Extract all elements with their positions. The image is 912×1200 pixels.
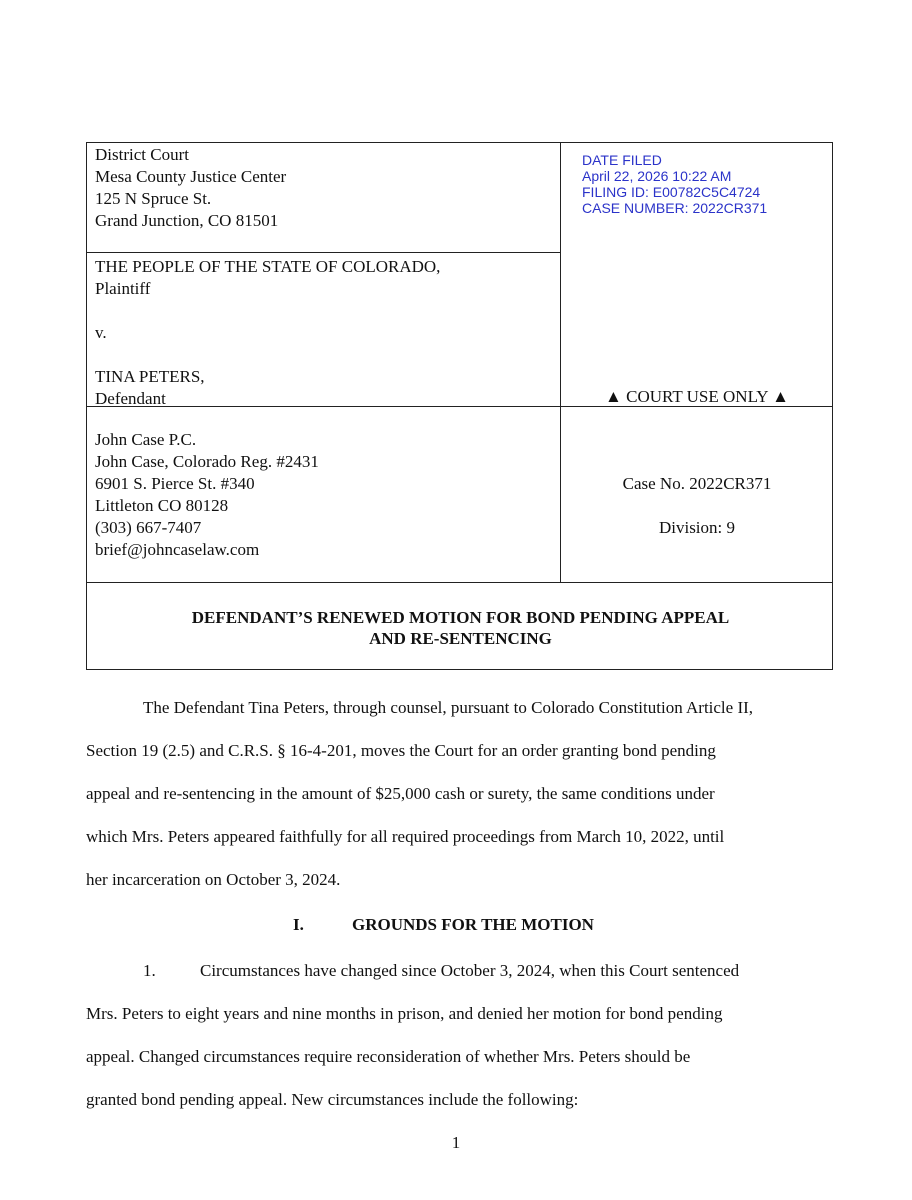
motion-title-line-1: DEFENDANT’S RENEWED MOTION FOR BOND PENDING APPEAL — [191, 608, 730, 627]
motion-title — [87, 607, 834, 649]
intro-line: which Mrs. Peters appeared faithfully for all required proceedings from March 10, 2022, until — [86, 827, 725, 846]
stamp-date-time: April 22, 2026 10:22 AM — [582, 168, 732, 184]
intro-line: Section 19 (2.5) and C.R.S. § 16-4-201, moves the Court for an order granting bond pending — [86, 741, 716, 760]
plaintiff-name: THE PEOPLE OF THE STATE OF COLORADO, — [95, 257, 441, 276]
court-street: 125 N Spruce St. — [95, 189, 212, 208]
counsel-block — [95, 429, 319, 561]
caption-row-divider-court — [87, 252, 560, 253]
court-block — [95, 144, 286, 232]
intro-line: appeal and re-sentencing in the amount of $25,000 cash or surety, the same conditions under — [86, 784, 715, 803]
defendant-role: Defendant — [95, 389, 166, 408]
paragraph-1-line: granted bond pending appeal. New circumstances include the following: — [86, 1090, 579, 1109]
counsel-firm: John Case P.C. — [95, 430, 197, 449]
case-number: Case No. 2022CR371 — [622, 474, 772, 493]
section-heading-number: I. — [293, 915, 304, 934]
counsel-phone: (303) 667-7407 — [95, 518, 202, 537]
paragraph-1-line: Mrs. Peters to eight years and nine months in prison, and denied her motion for bond pending — [86, 1004, 723, 1023]
stamp-case-number: CASE NUMBER: 2022CR371 — [582, 200, 768, 216]
court-name: District Court — [95, 145, 189, 164]
court-use-only-label: ▲ COURT USE ONLY ▲ — [605, 387, 789, 406]
court-city: Grand Junction, CO 81501 — [95, 211, 279, 230]
caption-row-divider-counsel — [87, 582, 832, 583]
counsel-city: Littleton CO 80128 — [95, 496, 229, 515]
paragraph-1 — [86, 949, 834, 1121]
section-heading-title: GROUNDS FOR THE MOTION — [352, 915, 594, 934]
stamp-date-filed-label: DATE FILED — [582, 152, 662, 168]
paragraph-1-line: Circumstances have changed since October 3, 2024, when this Court sentenced — [200, 961, 740, 980]
division: Division: 9 — [658, 518, 736, 537]
case-caption-table — [86, 142, 833, 670]
counsel-street: 6901 S. Pierce St. #340 — [95, 474, 255, 493]
court-building: Mesa County Justice Center — [95, 167, 287, 186]
stamp-filing-id: FILING ID: E00782C5C4724 — [582, 184, 761, 200]
counsel-attorney: John Case, Colorado Reg. #2431 — [95, 452, 319, 471]
intro-line: The Defendant Tina Peters, through counsel, pursuant to Colorado Constitution Article II, — [143, 698, 754, 717]
parties-block — [95, 256, 440, 410]
paragraph-1-number: 1. — [143, 961, 156, 980]
intro-paragraph — [86, 686, 834, 901]
versus-text: v. — [95, 323, 107, 342]
motion-title-line-2: AND RE-SENTENCING — [369, 629, 552, 648]
paragraph-1-line: appeal. Changed circumstances require reconsideration of whether Mrs. Peters should be — [86, 1047, 691, 1066]
plaintiff-role: Plaintiff — [95, 279, 151, 298]
defendant-name: TINA PETERS, — [95, 367, 205, 386]
intro-line: her incarceration on October 3, 2024. — [86, 870, 341, 889]
filing-stamp — [582, 152, 767, 216]
paragraph-1-first-line — [86, 949, 834, 992]
counsel-email: brief@johncaselaw.com — [95, 540, 260, 559]
page-number: 1 — [451, 1133, 461, 1152]
